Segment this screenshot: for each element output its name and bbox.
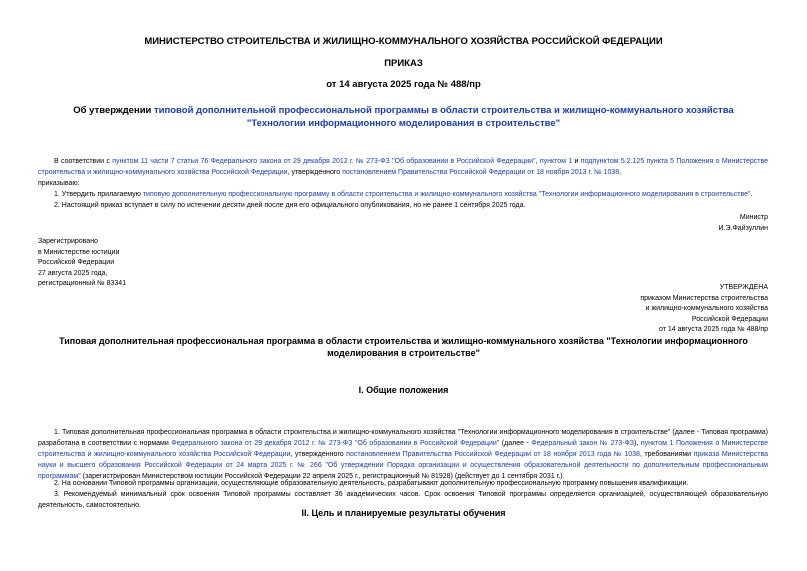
preamble-link-decree[interactable]: постановлением Правительства Российской Федерации от 18 ноября 2013 г. № 1038 [342,169,620,176]
registration-line: регистрационный № 83341 [38,280,127,287]
item-1-link[interactable]: типовую дополнительную профессиональную программу в области строительства и жилищно-коммунального хозяйства "Технологии информационного моделирования в строительстве" [142,191,751,198]
preamble-text-5: , [619,169,622,176]
p1-link-regulation[interactable]: пунктом 1 Положения о Министерстве строительства и жилищно-коммунального хозяйства Российской Федерации [38,440,768,458]
registration-block [38,237,126,290]
registration-line: в Министерстве юстиции [38,248,120,256]
signature-name: И.Э.Файзуллин [718,225,768,232]
p1-link-decree[interactable]: постановлением Правительства Российской Федерации от 18 ноября 2013 года № 1038 [346,451,640,458]
section-1-heading: I. Общие положения [358,385,449,395]
item-1-text: 1. Утвердить прилагаемую [54,191,143,198]
order-title-link[interactable]: типовой дополнительной профессиональной программы в области строительства и жилищно-коммунального хозяйства "Технологии информационного моделирования в строительстве" [154,105,734,129]
section-2-heading: II. Цель и планируемые результаты обучения [301,508,506,518]
order-title [59,104,749,130]
preamble-text-4: , утвержденного [287,169,343,176]
p1-text-2: (далее - [499,440,532,447]
signature-position: Министр [739,214,768,221]
preamble-text-2: , [535,158,540,165]
p1-text-1: 1. Типовая дополнительная профессиональная программа в области строительства и жилищно-коммунального хозяйства "Технологии информационного моделирования в строительстве" (далее - Типовая программа) разработана в соответствии с нормами [38,429,768,447]
approved-line: УТВЕРЖДЕНА [719,284,768,291]
preamble-paragraph [38,156,768,178]
approved-line: Российской Федерации [691,315,768,323]
ministry-heading: МИНИСТЕРСТВО СТРОИТЕЛЬСТВА И ЖИЛИЩНО-КОММУНАЛЬНОГО ХОЗЯЙСТВА РОССИЙСКОЙ ФЕДЕРАЦИИ [144,36,663,47]
signature-block [719,212,769,234]
preamble-link-law[interactable]: пунктом 11 части 7 статьи 76 Федерального закона от 29 декабря 2012 г. № 273-ФЗ "Об образовании в Российской Федерации" [112,158,536,165]
item-2: 2. Настоящий приказ вступает в силу по истечении десяти дней после дня его официального опубликования, но не ранее 1 сентября 2025 года. [54,202,526,209]
p1-text-6: (зарегистрирован Министерством юстиции Российской Федерации 22 апреля 2025 г., регистрационный № 81928) (действует до 1 сентября 2031 г.). [80,473,565,480]
p1-text-3: ), [634,440,641,447]
p1-text-4: , утвержденного [290,451,347,458]
doc-date-number: от 14 августа 2025 года № 488/пр [326,79,481,90]
item-1-end: . [750,191,753,198]
p1-link-law[interactable]: Федерального закона от 29 декабря 2012 г. № 273-ФЗ "Об образовании в Российской Федерации" [171,440,500,447]
approved-line: и жилищно-коммунального хозяйства [645,305,768,312]
approved-line: от 14 августа 2025 года № 488/пр [658,326,768,333]
approved-block [640,283,768,336]
approved-line: приказом Министерства строительства [640,294,768,302]
section-1-paragraph-1 [38,427,768,482]
p1-link-law-short[interactable]: Федеральный закон № 273-ФЗ [531,440,635,447]
order-title-prefix: Об утверждении [73,105,155,116]
section-1-paragraph-3: 3. Рекомендуемый минимальный срок освоения Типовой программы составляет 36 академических часов. Срок освоения Типовой программы определяется организацией, осуществляющей образовательную деятельность, самостоятельно. [38,491,768,509]
program-title: Типовая дополнительная профессиональная программа в области строительства и жилищно-коммунального хозяйства "Технологии информационного моделирования в строительстве" [59,336,748,358]
registration-line: Зарегистрировано [38,238,98,245]
preamble-text-1: В соответствии с [54,158,113,165]
preamble-link-point1[interactable]: пунктом 1 [539,158,573,165]
preamble-link-subpoint[interactable]: подпунктом 5.2.125 пункта 5 Положения о Министерстве строительства и жилищно-коммунального хозяйства Российской Федерации [38,158,769,176]
p1-link-order[interactable]: приказа Министерства науки и высшего образования Российской Федерации от 24 марта 2025 г. № 266 "Об утверждении Порядка организации и осуществления образовательной деятельности по дополнительным профессиональным программам" [38,451,768,480]
order-word: приказываю: [38,180,80,187]
section-1-paragraph-2: 2. На основании Типовой программы организации, осуществляющие образовательную деятельность, разрабатывают дополнительную профессиональную программу повышения квалификации. [54,480,689,487]
registration-line: 27 августа 2025 года, [38,269,108,277]
item-1 [54,189,768,200]
doc-type-heading: ПРИКАЗ [384,58,423,69]
registration-line: Российской Федерации [38,259,115,266]
p1-text-5: , требованиями [639,451,694,458]
preamble-text-3: и [572,158,581,165]
